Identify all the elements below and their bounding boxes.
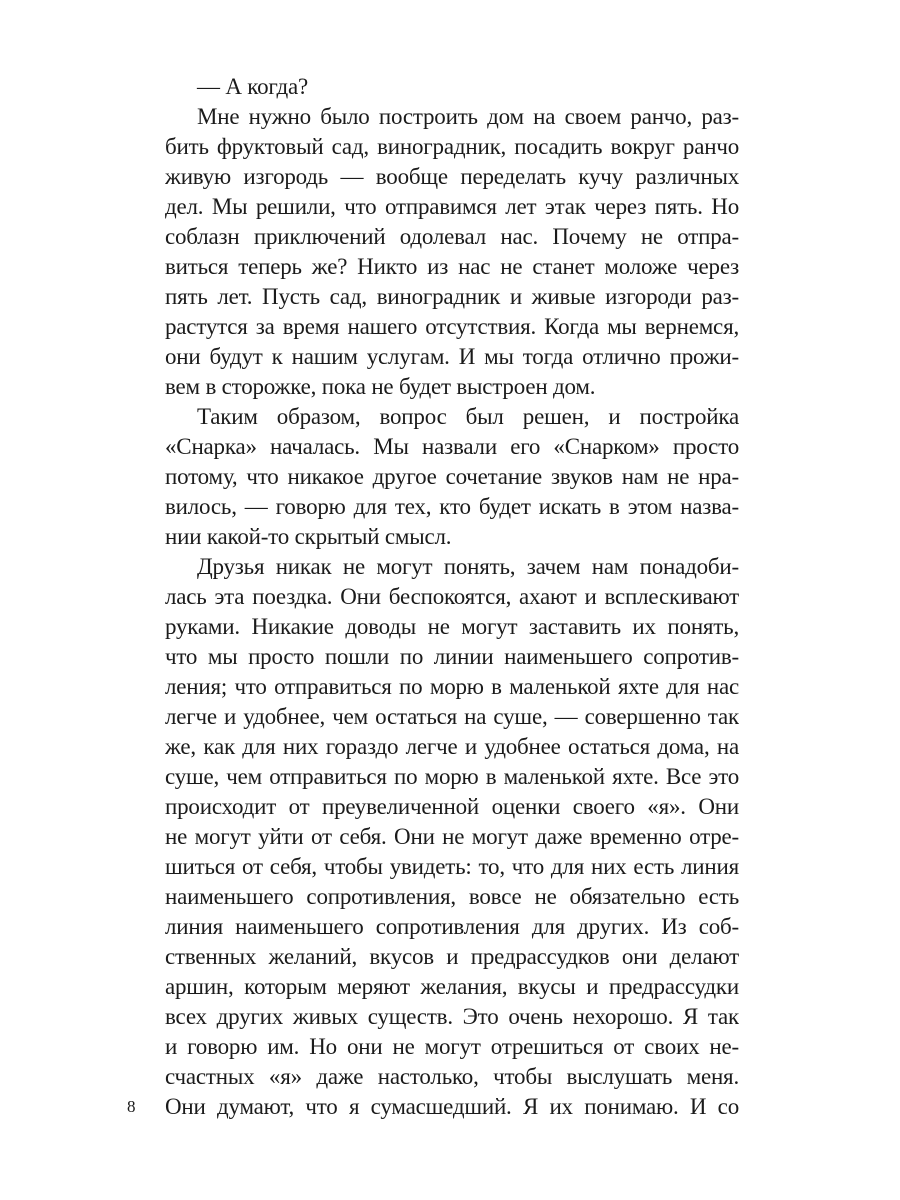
text-line: Они думают, что я сумасшедший. Я их понимаю. И со: [165, 1094, 739, 1119]
text-line: ственных желаний, вкусов и предрассудков они делают: [165, 944, 739, 969]
text-line: «Снарка» началась. Мы назвали его «Снарком» просто: [165, 434, 739, 459]
text-line: не могут уйти от себя. Они не могут даже временно отре-: [165, 824, 739, 849]
text-line: соблазн приключений одолевал нас. Почему не отпра-: [165, 224, 739, 249]
text-line: Мне нужно было построить дом на своем ранчо, раз-: [197, 104, 739, 129]
text-line: суше, чем отправиться по морю в маленькой яхте. Все это: [165, 764, 739, 789]
text-line: легче и удобнее, чем остаться на суше, — совершенно так: [165, 704, 739, 729]
text-line: линия наименьшего сопротивления для других. Из соб-: [165, 914, 739, 939]
text-line: виться теперь же? Никто из нас не станет моложе через: [165, 254, 739, 279]
text-line: вилось, — говорю для тех, кто будет искать в этом назва-: [165, 494, 739, 519]
text-line: же, как для них гораздо легче и удобнее остаться дома, на: [165, 734, 739, 759]
text-line: растутся за время нашего отсутствия. Когда мы вернемся,: [165, 314, 739, 339]
text-line: ления; что отправиться по морю в маленькой яхте для нас: [165, 674, 739, 699]
text-line: лась эта поездка. Они беспокоятся, ахают и всплескивают: [165, 584, 739, 609]
text-line: всех других живых существ. Это очень нехорошо. Я так: [165, 1004, 739, 1029]
text-line: аршин, которым меряют желания, вкусы и предрассудки: [165, 974, 739, 999]
text-line: вем в сторожке, пока не будет выстроен дом.: [165, 374, 596, 399]
text-line: дел. Мы решили, что отправимся лет этак через пять. Но: [165, 194, 739, 219]
text-line: нии какой-то скрытый смысл.: [165, 524, 452, 549]
text-line: наименьшего сопротивления, вовсе не обязательно есть: [165, 884, 739, 909]
text-line: Таким образом, вопрос был решен, и постройка: [197, 404, 739, 429]
text-line: они будут к нашим услугам. И мы тогда отлично прожи-: [165, 344, 739, 369]
text-line: потому, что никакое другое сочетание звуков нам не нра-: [165, 464, 739, 489]
text-line: живую изгородь — вообще переделать кучу различных: [165, 164, 739, 189]
text-line: — А когда?: [197, 74, 309, 99]
text-line: происходит от преувеличенной оценки своего «я». Они: [165, 794, 739, 819]
page-number: 8: [127, 1097, 136, 1116]
text-line: руками. Никакие доводы не могут заставить их понять,: [165, 614, 739, 639]
text-line: бить фруктовый сад, виноградник, посадить вокруг ранчо: [165, 134, 739, 159]
text-line: шиться от себя, чтобы увидеть: то, что для них есть линия: [165, 854, 739, 879]
text-block: [165, 72, 739, 1122]
text-line: что мы просто пошли по линии наименьшего сопротив-: [165, 644, 739, 669]
text-line: и говорю им. Но они не могут отрешиться от своих не-: [165, 1034, 739, 1059]
text-line: пять лет. Пусть сад, виноградник и живые изгороди раз-: [165, 284, 739, 309]
text-line: счастных «я» даже настолько, чтобы выслушать меня.: [165, 1064, 739, 1089]
text-line: Друзья никак не могут понять, зачем нам понадоби-: [197, 554, 739, 579]
